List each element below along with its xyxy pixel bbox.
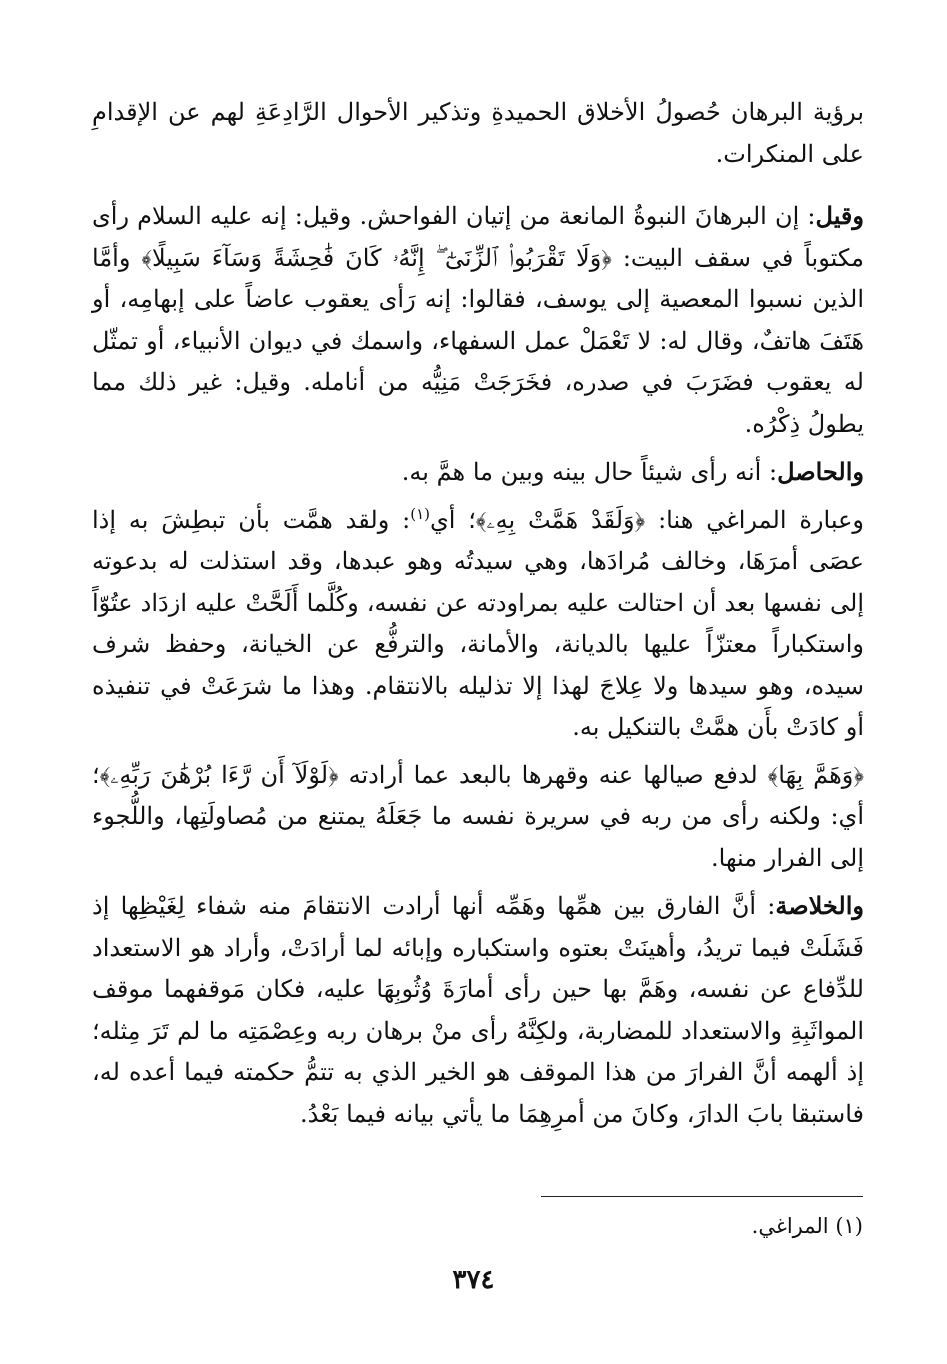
paragraph-2 — [92, 195, 864, 445]
footnote-reference[interactable]: (١) — [410, 504, 430, 523]
paragraph-6-text: : أنَّ الفارق بين همِّها وهَمِّه أنها أرادت الانتقامَ منه شفاء لِغَيْظِها إذ فَشَلَتْ فيما تريدُ، وأهينَتْ بعتوه واستكباره وإبائه لما أرادَتْ، وأراد هو الاستعداد للدِّفاع عن نفسه، وهَمَّ بها حين رأى أمارَةَ وُثُوبِهَا عليه، فكان مَوقفهما موقف المواثَبِةِ والاستعداد للمضاربة، ولكِنَّهُ رأى منْ برهان ربه وعِصْمَتِه ما لم تَرَ مِثله؛ إذ ألهمه أنَّ الفرارَ من هذا الموقف هو الخير الذي به تتمُّ حكمته فيما أعده له، فاستبقا بابَ الدارَ، وكانَ من أمرِهِمَا ما يأتي بيانه فيما بَعْدُ. — [92, 892, 864, 1128]
paragraph-6-lead: والخلاصة — [775, 891, 864, 920]
footnote — [363, 1212, 863, 1240]
paragraph-5 — [92, 755, 864, 880]
paragraph-3-lead: والحاصل — [777, 457, 864, 486]
paragraph-2-lead: وقيل — [815, 201, 864, 230]
paragraph-5-text: ﴿وَهَمَّ بِهَا﴾ لدفع صيالها عنه وقهرها بالبعد عما أرادته ﴿لَوْلَآ أَن رَّءَا بُرْهَٰنَ رَبِّهِۦ﴾؛ أي: ولكنه رأى من ربه في سريرة نفسه ما جَعَلَهُ يمتنع من مُصاولَتِها، واللُّجوء إلى الفرار منها. — [92, 760, 864, 872]
paragraph-4 — [92, 500, 864, 749]
paragraph-2-text: : إن البرهانَ النبوةُ المانعة من إتيان الفواحش. وقيل: إنه عليه السلام رأى مكتوباً في سقف البيت: ﴿وَلَا تَقْرَبُوا۟ ٱلزِّنَىٰٓ ۖ إِنَّهُۥ كَانَ فَٰحِشَةً وَسَآءَ سَبِيلًا﴾ وأمَّا الذين نسبوا المعصية إلى يوسف، فقالوا: إنه رَأى يعقوب عاضاً على إبهامِه، أو هَتَفَ هاتفٌ، وقال له: لا تَعْمَلْ عمل السفهاء، واسمك في ديوان الأنبياء، أو تمثّل له يعقوب فضَرَبَ في صدره، فخَرَجَتْ مَنِيُّه من أنامله. وقيل: غير ذلك مما يطولُ ذِكْرُه. — [92, 202, 864, 438]
page-body — [92, 92, 864, 1135]
footnote-marker: (١) — [835, 1214, 863, 1238]
paragraph-6 — [92, 885, 864, 1135]
footnote-divider — [541, 1196, 863, 1197]
paragraph-3-text: : أنه رأى شيئاً حال بينه وبين ما همَّ به. — [401, 458, 778, 486]
paragraph-4-text-before-ref: وعبارة المراغي هنا: ﴿وَلَقَدْ هَمَّتْ بِهِۦ﴾؛ أي — [430, 505, 864, 534]
footnote-text: المراغي. — [751, 1214, 829, 1238]
paragraph-1 — [92, 92, 864, 175]
paragraph-3 — [92, 451, 864, 494]
paragraph-4-text-after-ref: : ولقد همَّت بأن تبطِشَ به إذا عصَى أمرَهَا، وخالف مُرادَها، وهي سيدتُه وهو عبدها، وقد استذلت له بدعوته إلى نفسها بعد أن احتالت عليه بمراودته عن نفسه، وكُلَّما أَلَحَّتْ عليه ازدَاد عتُوّاً واستكباراً معتزّاً عليها بالديانة، والأمانة، والترفُّع عن الخيانة، وحفظ شرف سيده، وهو سيدها ولا عِلاجَ لهذا إلا تذليله بالانتقام. وهذا ما شرَعَتْ في تنفيذه أو كادَتْ بأَن همَّتْ بالتنكيل به. — [92, 505, 864, 741]
page-number: ٣٧٤ — [452, 1265, 495, 1295]
paragraph-1-text: برؤية البرهان حُصولُ الأخلاق الحميدةِ وتذكير الأحوال الرَّادِعَةِ لهم عن الإقدامِ على المنكرات. — [92, 98, 864, 168]
